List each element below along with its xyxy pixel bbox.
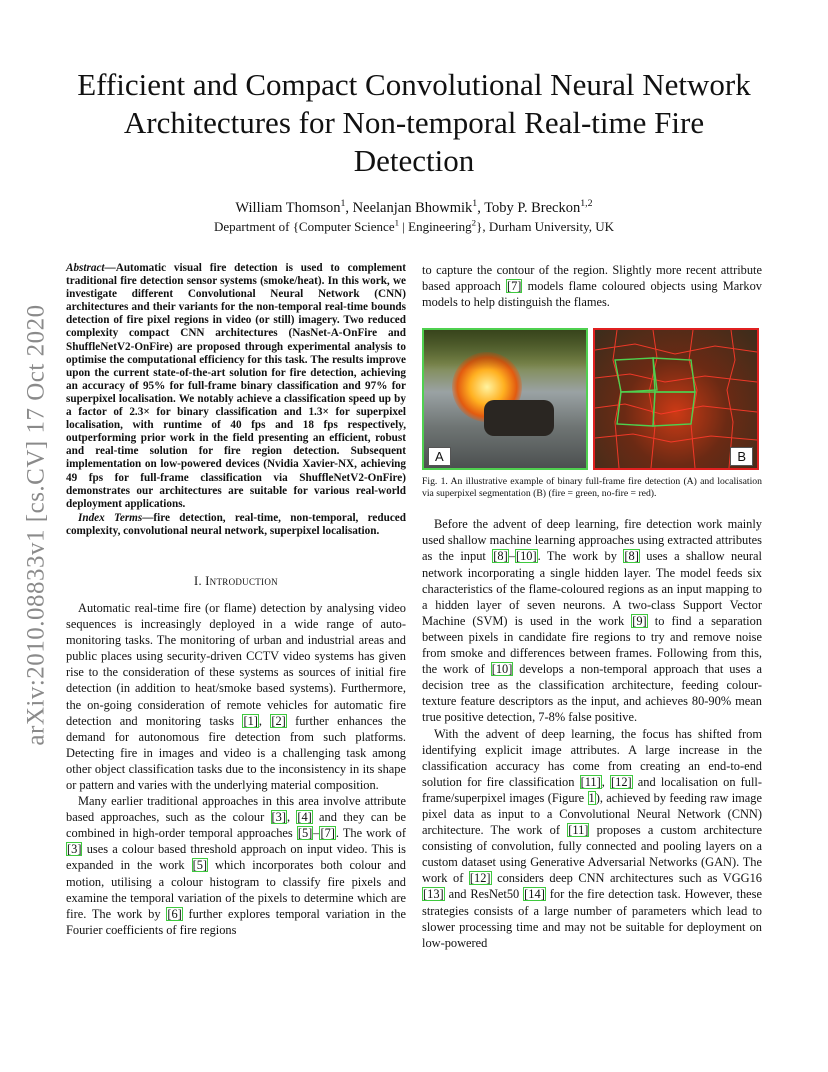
- figure-panel-label: B: [730, 447, 753, 466]
- citation-link[interactable]: [11]: [580, 774, 601, 789]
- paragraph-text: . The work of: [335, 826, 406, 841]
- section-heading-introduction: I. Introduction: [194, 573, 278, 588]
- paragraph-text: to capture the contour of the region. Slightly more recent attribute based approach: [422, 263, 762, 294]
- abstract-label: Abstract: [66, 262, 105, 274]
- citation-link[interactable]: [9]: [632, 613, 647, 628]
- right-paragraph-continued: [422, 262, 762, 310]
- paragraph-text: uses a colour based threshold approach on input video. This is expanded in the work: [66, 842, 406, 873]
- citation-link[interactable]: [3]: [271, 810, 286, 825]
- paragraph-text: ), achieved by feeding raw image pixel data as input to a Convolutional Neural Network (CNN) architecture. The work of: [422, 790, 763, 838]
- citation-link[interactable]: [7]: [320, 826, 335, 841]
- paragraph-text: Before the advent of deep learning, fire detection work mainly used shallow machine learning approaches using extracted attributes as the input: [422, 517, 762, 564]
- paragraph-text: With the advent of deep learning, the focus has shifted from identifying explicit image attributes. A large increase in the classification accuracy has come from creating an end-to-end solution for fire classification: [422, 726, 762, 789]
- citation-link[interactable]: [12]: [469, 871, 491, 886]
- citation-link[interactable]: [10]: [491, 662, 513, 677]
- citation-link[interactable]: [13]: [423, 887, 444, 902]
- abstract-text: —Automatic visual fire detection is used to complement traditional fire detection sensor systems (smoke/heat). In this work, we investigate different Convolutional Neural Network (CNN) architectures and their variants for the non-temporal real-time bounds detection of fire pixel regions in video (or still) imagery. Two reduced complexity compact CNN architectures (NasNet-A-OnFire and ShuffleNetV2-OnFire) are proposed through experimental analysis to optimise the computational efficiency for this task. The results improve upon the current state-of-the-art solution for fire detection, achieving an accuracy of 95% for full-frame binary classification and 97% for superpixel localisation. We notably achieve a classification speed up by a factor of 2.3× for binary classification and 1.3× for superpixel localisation, with runtime of 40 fps and 18 fps respectively, outperforming prior work in the field presenting an efficient, robust and real-time solution for fire region detection. Subsequent implementation on low-powered devices (Nvidia Xavier-NX, achieving 49 fps for full-frame classification via ShuffleNetV2-OnFire) demonstrates our architectures are suitable for various real-world deployment applications.: [66, 262, 406, 510]
- paragraph-text: . The work by: [537, 549, 624, 564]
- paragraph-text: ,: [258, 713, 271, 728]
- index-terms: [66, 512, 406, 538]
- paragraph-text: further explores temporal variation in the Fourier coefficients of fire regions: [66, 906, 406, 937]
- author-affil-mark: 1: [472, 198, 478, 210]
- paragraph-text: Many earlier traditional approaches in this area involve attribute based approaches, such as the colour: [66, 794, 406, 825]
- abstract: [66, 262, 406, 511]
- paragraph-text: considers deep CNN architectures such as VGG16: [491, 871, 762, 886]
- paragraph-text: –: [313, 826, 320, 841]
- paper-title: Efficient and Compact Convolutional Neural Network Architectures for Non-temporal Real-time Fire Detection: [77, 67, 751, 178]
- citation-link[interactable]: [5]: [192, 858, 208, 873]
- paragraph-text: ,: [286, 810, 297, 825]
- paragraph-text: uses a shallow neural network incorporating a single hidden layer. The model feeds six characteristics of the flame-coloured regions as an input mapping to a hidden layer of seven neurons. A two-class Support Vector Machine (SVM) is used in the work: [422, 549, 762, 628]
- author-name: , Neelanjan Bhowmik: [345, 200, 473, 216]
- paragraph-text: proposes a custom architecture consisting of convolution, fully connected and pooling layers on a custom dataset using Generative Adversarial Networks (GAN). The work of: [422, 823, 762, 886]
- paragraph-text: ,: [601, 774, 610, 789]
- paragraph-text: further enhances the demand for autonomous fire detection from such platforms. Detecting fire in images and video is a challenging task among other object classification tasks due to the inconsistency in its shape or pattern and varies with the underlying material composition.: [66, 713, 406, 792]
- left-column: [66, 262, 406, 938]
- citation-link[interactable]: [7]: [506, 279, 522, 294]
- index-terms-text: —fire detection, real-time, non-temporal, reduced complexity, convolutional neural network, superpixel localisation.: [66, 511, 406, 537]
- author-affil-mark: 1,2: [580, 198, 593, 210]
- affiliation-mark: 1: [394, 217, 400, 228]
- affiliation-text: Department of {Computer Science: [214, 219, 395, 234]
- index-terms-label: Index Terms: [78, 511, 143, 524]
- author-name: , Toby P. Breckon: [477, 200, 581, 216]
- citation-link[interactable]: [8]: [624, 549, 639, 564]
- citation-link[interactable]: [2]: [271, 713, 286, 728]
- citation-link[interactable]: [14]: [524, 887, 545, 902]
- author-line: [60, 200, 768, 217]
- affiliation-line: [60, 219, 768, 235]
- figure-1: [422, 328, 762, 470]
- intro-paragraph-2: [66, 793, 406, 938]
- paragraph-text: for the fire detection task. However, these strategies consists of a large number of parameters which lead to slower processing time and may not be suitable for deployment on low-powered: [422, 887, 762, 950]
- citation-link[interactable]: [4]: [297, 810, 312, 825]
- affiliation-text: }, Durham University, UK: [476, 219, 614, 234]
- affiliation-mark: 2: [471, 217, 477, 228]
- citation-link[interactable]: [12]: [611, 774, 632, 789]
- paragraph-text: to find a separation between pixels in candidate fire regions to try and remove noise from smoke and differences between frames. Following from this, the work of: [422, 613, 763, 677]
- arxiv-side-stamp: [22, 290, 52, 760]
- citation-link[interactable]: [5]: [297, 826, 313, 841]
- figure-panel-a-image: [422, 328, 588, 470]
- author-affil-mark: 1: [340, 198, 346, 210]
- citation-link[interactable]: [6]: [167, 906, 182, 921]
- right-column: [422, 262, 762, 951]
- figure-panel-label: A: [428, 447, 451, 466]
- intro-paragraph-1: [66, 600, 406, 793]
- right-paragraph-1: [422, 516, 762, 725]
- citation-link[interactable]: [3]: [67, 842, 82, 857]
- figure-caption: Fig. 1. An illustrative example of binary full-frame fire detection (A) and localisation via superpixel segmentation (B) (fire = green, no-fire = red).: [422, 476, 762, 500]
- paragraph-text: and localisation on full-frame/superpixel images (Figure: [422, 774, 762, 805]
- citation-link[interactable]: [1]: [243, 713, 258, 728]
- citation-link[interactable]: [10]: [515, 549, 537, 564]
- paragraph-text: models flame coloured objects using Markov models to help distinguish the flames.: [422, 279, 762, 310]
- affiliation-text: | Engineering: [399, 219, 472, 234]
- paragraph-text: –: [508, 549, 515, 564]
- arxiv-stamp-text: arXiv:2010.08833v1 [cs.CV] 17 Oct 2020: [23, 304, 51, 746]
- paragraph-text: and ResNet50: [444, 887, 524, 902]
- author-name: William Thomson: [235, 200, 341, 216]
- figure-link[interactable]: 1: [588, 790, 595, 805]
- paragraph-text: and they can be combined in high-order temporal approaches: [66, 810, 406, 841]
- right-paragraph-2: [422, 726, 762, 951]
- paragraph-text: which incorporates both colour and motion, utilising a colour histogram to classify fire pixels and examine the temporal variation of the pixels to determine which are fire. The work by: [66, 858, 406, 921]
- citation-link[interactable]: [8]: [493, 549, 508, 564]
- citation-link[interactable]: [11]: [568, 823, 589, 838]
- paragraph-text: develops a non-temporal approach that uses a decision tree as the classification architecture, feeding colour-texture feature descriptors as the input, and achieves 80-90% mean true positive detection, 7-8% false positive.: [422, 662, 762, 725]
- figure-panel-b-image: [593, 328, 759, 470]
- paragraph-text: Automatic real-time fire (or flame) detection by analysing video sequences is increasingly deployed in a wide range of auto-monitoring tasks. The monitoring of urban and industrial areas and public places using security-driven CCTV video systems has given rise to the consideration of these systems as sources of initial fire detection (in addition to heat/smoke based systems). Furthermore, the on-going consideration of remote vehicles for automatic fire detection and monitoring tasks: [66, 600, 406, 728]
